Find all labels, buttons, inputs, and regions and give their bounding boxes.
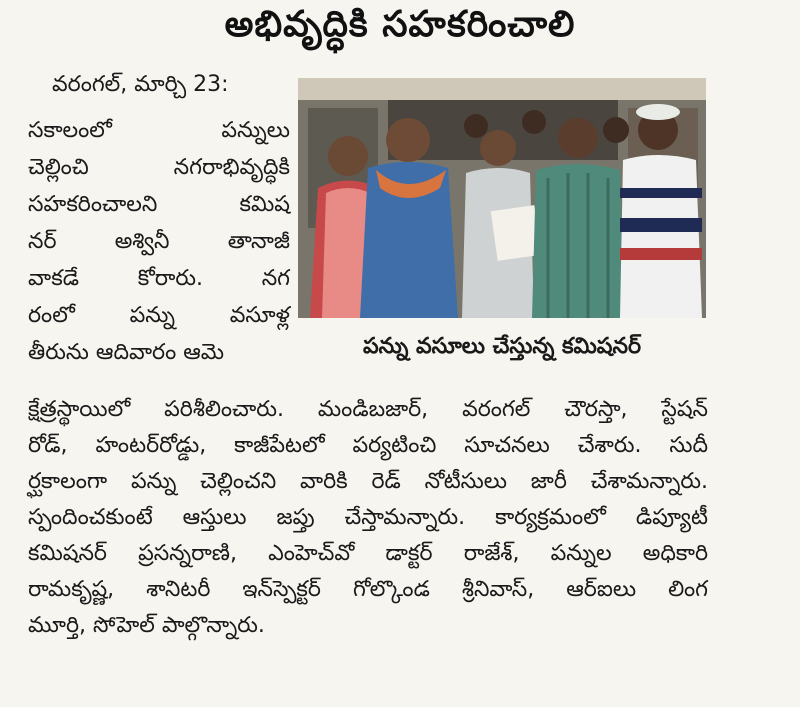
body-line: స్పందించకుంటే ఆస్తులు జప్తు చేస్తామన్నారు. కార్యక్రమంలో డిప్యూటీ [28,505,708,530]
dateline: వరంగల్, మార్చి 23: [52,72,229,97]
headline: అభివృద్ధికి సహకరించాలి [224,4,576,45]
body-line: కమిషనర్ ప్రసన్నరాణి, ఎంహెచ్‌వో డాక్టర్ రాజేశ్, పన్నుల అధికారి [28,541,708,566]
column-line: సహకరించాలని కమిష [28,192,290,217]
body-line: క్షేత్రస్థాయిలో పరిశీలించారు. మండిబజార్, వరంగల్ చౌరస్తా, స్టేషన్ [28,397,708,422]
body-line: రోడ్, హంటర్‌రోడ్డు, కాజీపేటలో పర్యటించి సూచనలు చేశారు. సుదీ [28,433,708,458]
news-photo [298,78,706,318]
column-line: సకాలంలో పన్నులు [28,118,290,143]
article-body [28,392,708,644]
body-line: రామకృష్ణ, శానిటరీ ఇన్‌స్పెక్టర్ గోల్కొండ శ్రీనివాస్, ఆర్ఐలు లింగ [28,577,708,602]
body-line: ర్ఘకాలంగా పన్ను చెల్లించని వారికి రెడ్ నోటీసులు జారీ చేశామన్నారు. [28,469,708,494]
column-line: చెల్లించి నగరాభివృద్ధికి [28,155,290,180]
column-line: వాకడే కోరారు. నగ [28,266,290,291]
column-line: తీరును ఆదివారం ఆమె [28,340,225,365]
column-line: నర్ అశ్వినీ తానాజీ [28,229,290,254]
body-line: మూర్తి, సోహెల్ పాల్గొన్నారు. [28,613,265,638]
left-column-text [28,112,290,371]
column-line: రంలో పన్ను వసూళ్ల [28,303,290,328]
photo-caption: పన్ను వసూలు చేస్తున్న కమిషనర్ [362,334,641,359]
news-photo-illustration [298,78,706,318]
